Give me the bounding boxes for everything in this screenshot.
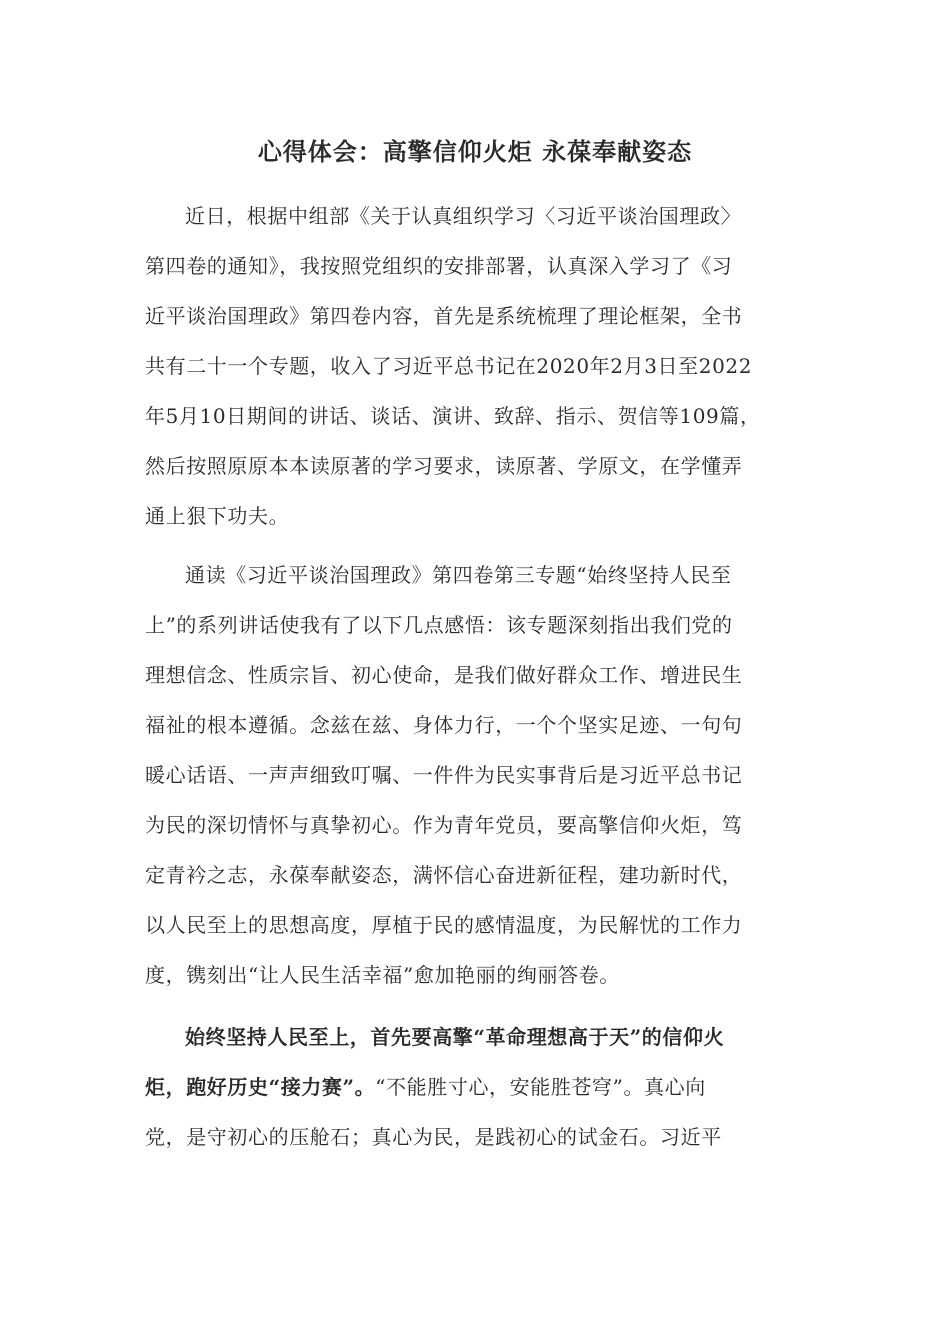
text-line: 通读《习近平谈治国理政》第四卷第三专题“始终坚持人民至 (185, 563, 732, 587)
text-line: 福祉的根本遵循。念兹在兹、身体力行，一个个坚实足迹、一句句 (145, 713, 743, 737)
text-line: 上”的系列讲话使我有了以下几点感悟：该专题深刻指出我们党的 (145, 613, 733, 637)
text-line: 通上狠下功夫。 (145, 504, 290, 528)
text-line: 党，是守初心的压舱石；真心为民，是践初心的试金石。习近平 (145, 1125, 722, 1149)
text-line: 第四卷的通知》，我按照党组织的安排部署，认真深入学习了《习 (145, 254, 733, 278)
document-title: 心得体会：高擎信仰火炬 永葆奉献姿态 (257, 137, 693, 166)
text-line: 然后按照原原本本读原著的学习要求，读原著、学原文，在学懂弄 (145, 454, 743, 478)
text-line: 定青衿之志，永葆奉献姿态，满怀信心奋进新征程，建功新时代， (145, 863, 743, 887)
text-line (145, 1062, 810, 1112)
text-line: 以人民至上的思想高度，厚植于民的感情温度，为民解忧的工作力 (145, 913, 743, 937)
bold-phrase: 炬，跑好历史“接力赛”。 (145, 1075, 376, 1099)
text-line: 为民的深切情怀与真挚初心。作为青年党员，要高擎信仰火炬，笃 (145, 813, 743, 837)
text-line: 年5月10日期间的讲话、谈话、演讲、致辞、指示、贺信等109篇， (145, 404, 761, 428)
paragraph-3 (145, 1012, 810, 1162)
text-line: 度，镌刻出“让人民生活幸福”愈加艳丽的绚丽答卷。 (145, 963, 620, 987)
text-line: 暖心话语、一声声细致叮嘱、一件件为民实事背后是习近平总书记 (145, 763, 743, 787)
text-line: 理想信念、性质宗旨、初心使命，是我们做好群众工作、增进民生 (145, 663, 743, 687)
text-line: 共有二十一个专题，收入了习近平总书记在2020年2月3日至2022 (145, 354, 753, 378)
text-fragment: “不能胜寸心，安能胜苍穹”。真心向 (375, 1075, 706, 1099)
paragraph-2 (145, 550, 810, 1000)
paragraph-1 (145, 191, 810, 541)
bold-text-line: 始终坚持人民至上，首先要高擎“革命理想高于天”的信仰火 (185, 1025, 725, 1049)
text-line: 近平谈治国理政》第四卷内容，首先是系统梳理了理论框架，全书 (145, 304, 743, 328)
text-line: 近日，根据中组部《关于认真组织学习〈习近平谈治国理政〉 (185, 204, 742, 228)
